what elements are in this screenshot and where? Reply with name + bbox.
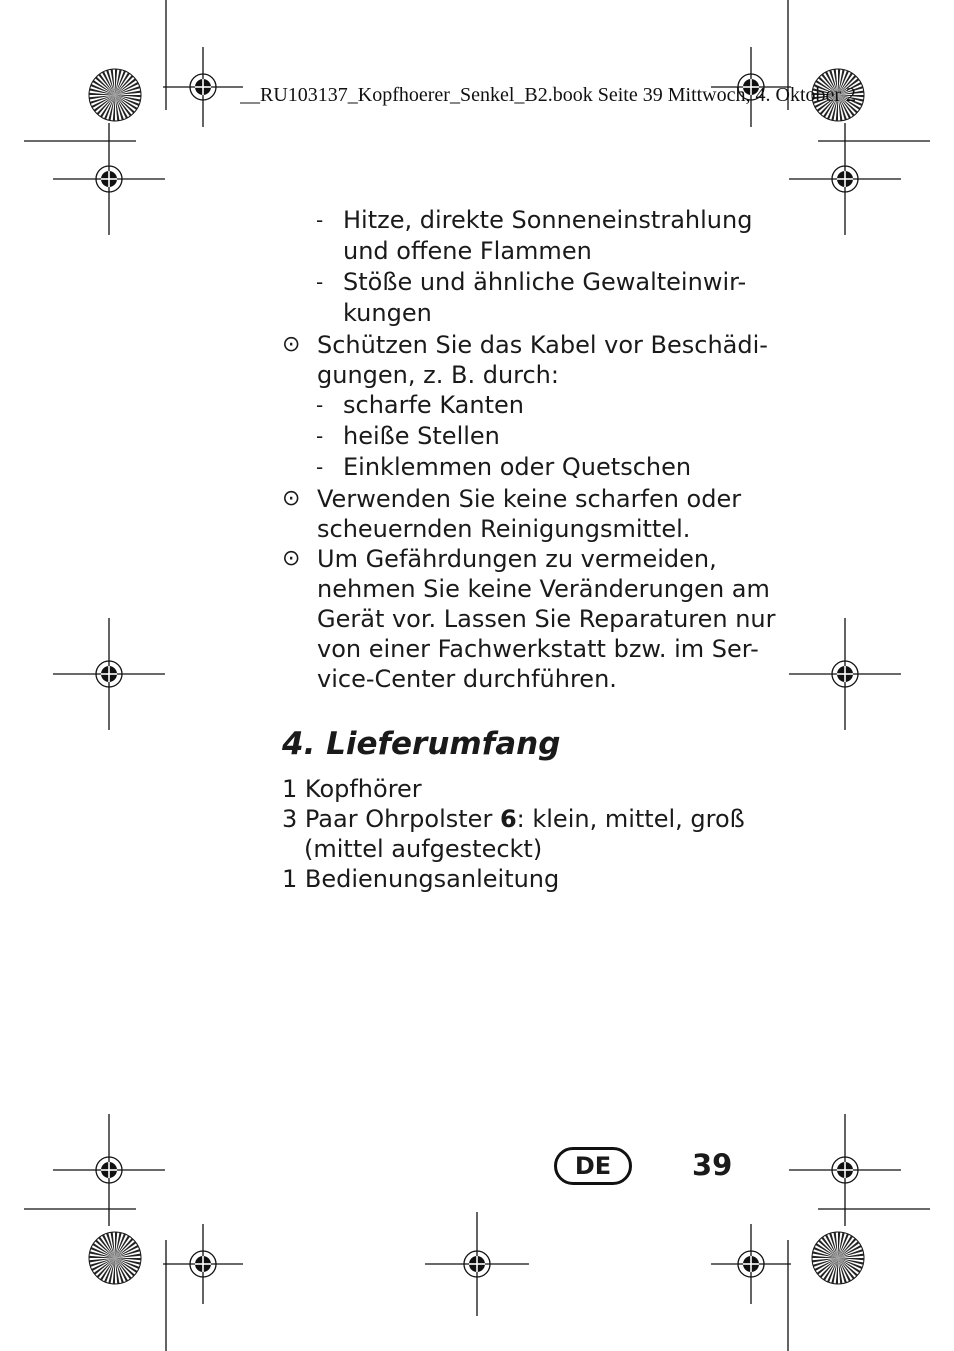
list-item-text: scheuernden Reinigungsmittel. bbox=[317, 515, 691, 543]
registration-target-icon bbox=[789, 123, 901, 235]
dash-bullet: - bbox=[316, 393, 324, 417]
registration-target-icon bbox=[53, 618, 165, 730]
list-item-text: gungen, z. B. durch: bbox=[317, 361, 559, 389]
contents-item: 3 Paar Ohrpolster 6: klein, mittel, groß bbox=[282, 805, 745, 833]
dash-bullet: - bbox=[316, 208, 324, 232]
list-item-text: Verwenden Sie keine scharfen oder bbox=[317, 485, 742, 513]
list-item-text: heiße Stellen bbox=[343, 422, 500, 450]
list-item-text: scharfe Kanten bbox=[343, 391, 524, 419]
dash-bullet: - bbox=[316, 455, 324, 479]
list-item-text: Einklemmen oder Quetschen bbox=[343, 453, 692, 481]
list-item-text: Gerät vor. Lassen Sie Reparaturen nur bbox=[317, 605, 776, 633]
list-item-text: Schützen Sie das Kabel vor Beschädi- bbox=[317, 331, 768, 359]
list-item-text: Um Gefährdungen zu vermeiden, bbox=[317, 545, 717, 573]
language-badge: DE bbox=[554, 1147, 632, 1185]
registration-target-icon bbox=[163, 1224, 243, 1304]
registration-target-icon bbox=[425, 1212, 529, 1316]
registration-target-icon bbox=[789, 618, 901, 730]
print-header: __RU103137_Kopfhoerer_Senkel_B2.book Seite 39 Mittwoch, 4. Oktober 2 bbox=[240, 84, 857, 106]
list-item-text: Stöße und ähnliche Gewalteinwir- bbox=[343, 268, 747, 296]
contents-item: 1 Kopfhörer bbox=[282, 775, 422, 803]
color-registration-starburst-icon bbox=[812, 1232, 864, 1284]
circle-bullet-icon: ⊙ bbox=[282, 546, 301, 571]
list-item-text: nehmen Sie keine Veränderungen am bbox=[317, 575, 770, 603]
part-number: 6 bbox=[499, 805, 517, 833]
circle-bullet-icon: ⊙ bbox=[282, 332, 301, 357]
color-registration-starburst-icon bbox=[89, 1232, 141, 1284]
page-number: 39 bbox=[692, 1148, 733, 1182]
circle-bullet-icon: ⊙ bbox=[282, 486, 301, 511]
contents-item: 1 Bedienungsanleitung bbox=[282, 865, 560, 893]
list-item-text: Hitze, direkte Sonneneinstrahlung bbox=[343, 206, 753, 234]
list-item-text: von einer Fachwerkstatt bzw. im Ser- bbox=[317, 635, 759, 663]
section-heading: 4. Lieferumfang bbox=[282, 726, 561, 762]
contents-item-continuation: (mittel aufgesteckt) bbox=[304, 835, 543, 863]
registration-target-icon bbox=[163, 47, 243, 127]
list-item-text: kungen bbox=[343, 299, 432, 327]
dash-bullet: - bbox=[316, 424, 324, 448]
dash-bullet: - bbox=[316, 270, 324, 294]
list-item-text: und offene Flammen bbox=[343, 237, 592, 265]
registration-target-icon bbox=[53, 123, 165, 235]
list-item-text: vice-Center durchführen. bbox=[317, 665, 617, 693]
registration-target-icon bbox=[711, 1224, 791, 1304]
color-registration-starburst-icon bbox=[89, 69, 141, 121]
